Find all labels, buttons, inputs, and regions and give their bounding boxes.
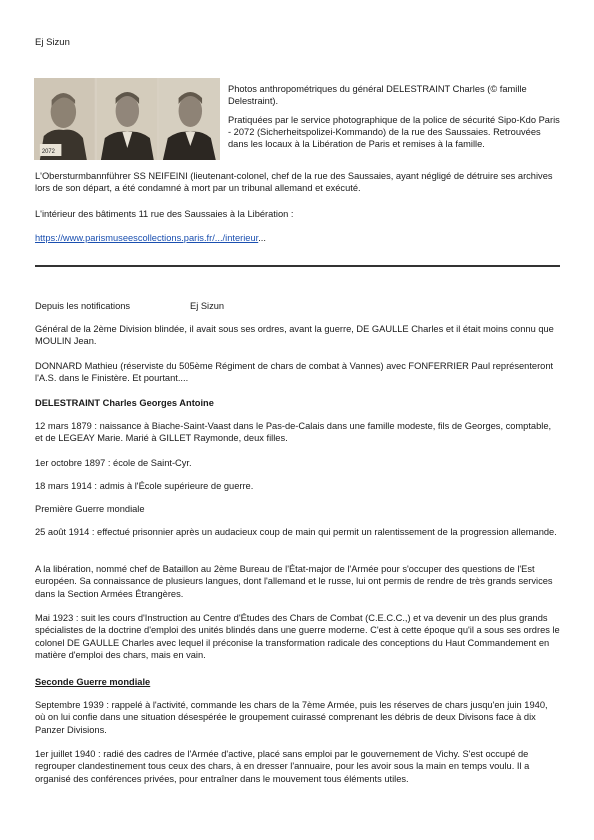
paragraph-interior: L'intérieur des bâtiments 11 rue des Saussaies à la Libération : bbox=[35, 209, 294, 219]
link-paragraph bbox=[35, 232, 560, 244]
paragraph-prisoner: 25 août 1914 : effectué prisonnier après un audacieux coup de main qui permit un ralentissement de la progression allemande. bbox=[35, 527, 557, 537]
photo-front bbox=[97, 78, 158, 160]
ww2-heading: Seconde Guerre mondiale bbox=[35, 677, 151, 687]
notifications-label: Depuis les notifications bbox=[35, 301, 131, 311]
anthropometric-photos bbox=[34, 78, 220, 160]
paragraph-birth: 12 mars 1879 : naissance à Biache-Saint-Vaast dans le Pas-de-Calais dans une famille modeste, fils de Georges, comptable, et de LEGEAY Marie. Marié à GILLET Raymonde, deux filles. bbox=[35, 421, 552, 444]
caption-line-1: Photos anthropométriques du général DELESTRAINT Charles (© famille Delestraint). bbox=[228, 84, 527, 107]
paragraph-donnard: DONNARD Mathieu (réserviste du 505ème Régiment de chars de combat à Vannes) avec FONFERRIER Paul représenteront l'A.S. dans le Finistère. Et pourtant.... bbox=[35, 361, 554, 384]
interior-link[interactable]: https://www.parismuseescollections.paris.fr/.../interieur bbox=[35, 233, 259, 243]
paragraph-saint-cyr: 1er octobre 1897 : école de Saint-Cyr. bbox=[35, 458, 192, 468]
photo-profile bbox=[34, 78, 95, 160]
paragraph-sept-1939: Septembre 1939 : rappelé à l'activité, commande les chars de la 7ème Armée, puis les réserves de chars jusqu'en juin 1940, où on lui confie dans une situation désespérée le groupement cuirassé comprenant les débris de deux Divisons face à dix Panzer Divisions. bbox=[35, 700, 548, 735]
caption-line-2: Pratiquées par le service photographique de la police de sécurité Sipo-Kdo Paris - 2072 (Sicherheitspolizei-Kommando) de la rue des Saussaies. Retrouvées dans les locaux à la Libération de Paris et remises à la famille. bbox=[228, 114, 560, 150]
paragraph-liberation: A la libération, nommé chef de Bataillon au 2ème Bureau de l'État-major de l'Armée pour s'occuper des questions de l'Est européen. Sa connaissance de plusieurs langues, dont l'allemand et le russe, lui ont permis de rendre de très grands services dans la Section Armées Étrangères. bbox=[35, 564, 553, 599]
notifications-author: Ej Sizun bbox=[190, 301, 225, 311]
author-name: Ej Sizun bbox=[35, 37, 70, 48]
photo-caption bbox=[228, 83, 563, 156]
paragraph-ww1-title: Première Guerre mondiale bbox=[35, 504, 145, 514]
paragraph-juillet-1940: 1er juillet 1940 : radié des cadres de l'Armée d'active, placé sans emploi par le gouvernement de Vichy. S'est occupé de regrouper clandestinement tous ceux des chars, à en dresser l'annuaire, pour les avoir sous la main en temps voulu. Il a organisé des conférences privées, pour entraîner dans le mouvement tous éléments utiles. bbox=[35, 749, 530, 784]
link-ellipsis: ... bbox=[258, 233, 266, 243]
notifications-row bbox=[35, 301, 225, 311]
paragraph-neifeini: L'Obersturmbannführer SS NEIFEINI (lieutenant-colonel, chef de la rue des Saussaies, ayant négligé de détruire ses archives lors de son départ, a été condamné à mort par un tribunal allemand et exécuté. bbox=[35, 171, 553, 194]
photo-three-quarter bbox=[159, 78, 220, 160]
biography-heading: DELESTRAINT Charles Georges Antoine bbox=[35, 398, 214, 408]
paragraph-mai-1923: Mai 1923 : suit les cours d'Instruction au Centre d'Études des Chars de Combat (C.E.C.C.,) et va devenir un des plus grands spécialistes de la doctrine d'emploi des unités blindés dans une guerre moderne. C'est à cette époque qu'il a sous ses ordres le colonel DE GAULLE Charles avec lequel il préconise la transformation radicale des conceptions du Haut Commandement en matière d'emploi des chars, mais en vain. bbox=[35, 613, 560, 660]
section-divider bbox=[35, 265, 560, 267]
photo-id-tag: 2072 bbox=[41, 148, 55, 156]
paragraph-ecole-guerre: 18 mars 1914 : admis à l'École supérieure de guerre. bbox=[35, 481, 254, 491]
paragraph-general: Général de la 2ème Division blindée, il avait sous ses ordres, avant la guerre, DE GAULLE Charles et il était moins connu que MOULIN Jean. bbox=[35, 324, 554, 347]
